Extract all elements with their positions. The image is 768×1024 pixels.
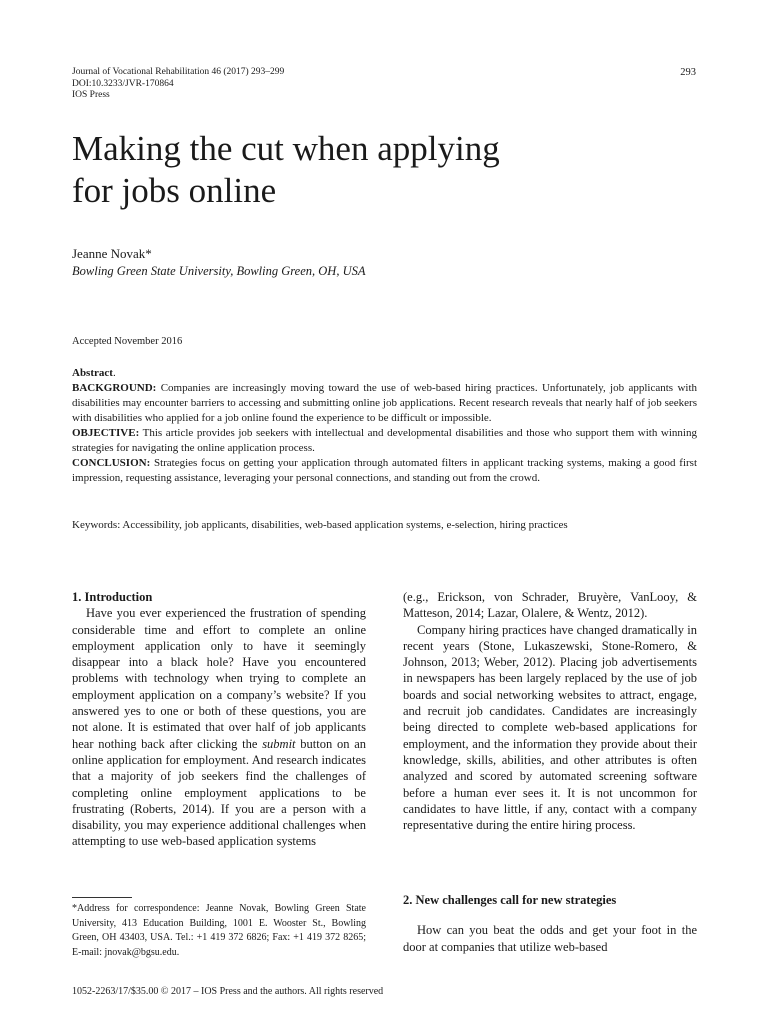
journal-citation: Journal of Vocational Rehabilitation 46 (2017) 293–299 (72, 67, 285, 77)
section-2 (403, 892, 697, 955)
objective-text: This article provides job seekers with intellectual and developmental disabilities and those who support them with winning strategies for navigating the online application process. (72, 427, 697, 454)
section-2-heading: 2. New challenges call for new strategies (403, 893, 617, 907)
intro-paragraph-1-continued: (e.g., Erickson, von Schrader, Bruyère, VanLooy, & Matteson, 2014; Lazar, Olalere, & Wentz, 2012). (403, 590, 697, 621)
author-name: Jeanne Novak* (72, 246, 152, 261)
journal-header (72, 67, 284, 102)
abstract (72, 366, 697, 486)
page-number: 293 (680, 67, 696, 78)
copyright-footer: 1052-2263/17/$35.00 © 2017 – IOS Press and the authors. All rights reserved (72, 986, 384, 997)
abstract-conclusion (72, 456, 697, 486)
title-line-2: for jobs online (72, 171, 277, 210)
left-column (72, 589, 366, 850)
doi: DOI:10.3233/JVR-170864 (72, 78, 174, 89)
author-affiliation: Bowling Green State University, Bowling Green, OH, USA (72, 264, 366, 278)
abstract-heading-line (72, 366, 697, 381)
abstract-background (72, 381, 697, 426)
intro-paragraph-1 (72, 605, 366, 849)
intro-p1-part-b: button on an online application for employment. And research indicates that a majority of job seekers find the challenges of completing online employment applications to be frustrating (Roberts, 2014). If you are a person with a disability, you may experience additional challenges when attempting to use web-based application systems (72, 736, 366, 849)
background-text: Companies are increasingly moving toward the use of web-based hiring practices. Unfortunately, job applicants with disabilities may encounter barriers to accessing and submitting online job applications. Recent research reveals that nearly half of job seekers with disabilities who applied for a job online found the experience to be difficult or impossible. (72, 382, 697, 424)
accepted-date: Accepted November 2016 (72, 336, 183, 347)
abstract-heading: Abstract (72, 367, 113, 379)
section-1-heading: 1. Introduction (72, 590, 153, 604)
title-line-1: Making the cut when applying (72, 129, 500, 168)
article-title (72, 128, 592, 212)
keywords: Keywords: Accessibility, job applicants, disabilities, web-based application systems, e-selection, hiring practices (72, 519, 568, 531)
abstract-heading-punct: . (112, 367, 116, 379)
abstract-objective (72, 426, 697, 456)
submit-emphasis: submit (262, 736, 296, 751)
conclusion-text: Strategies focus on getting your application through automated filters in applicant tracking systems, making a good first impression, requesting assistance, leveraging your personal connections, and standing out from the crowd. (72, 457, 697, 484)
background-label: BACKGROUND: (72, 382, 157, 394)
intro-p1-part-a: Have you ever experienced the frustration of spending considerable time and effort to complete an online employment application only to have it seemingly disappear into a black hole? Have you encountered problems with technology when trying to complete an employment application on a company’s website? If you answered yes to one or both of these questions, you are not alone. It is estimated that over half of job applicants hear nothing back after clicking the (72, 606, 366, 751)
right-column (403, 589, 697, 833)
intro-paragraph-2: Company hiring practices have changed dramatically in recent years (Stone, Lukaszewski, Stone-Romero, & Johnson, 2013; Weber, 2012). Placing job advertisements in newspapers has been largely replaced by the use of job boards and social networking websites to attract, engage, and recruit job candidates. Candidates are increasingly being directed to complete web-based applications for employment, and the information they provide about their knowledge, skills, abilities, and other attributes is often analyzed and scored by automated screening software before a human ever sees it. It is not uncommon for candidates to have little, if any, contact with a company representative during the entire hiring process. (403, 622, 697, 833)
correspondence-footnote: *Address for correspondence: Jeanne Novak, Bowling Green State University, 413 Education Building, 1001 E. Wooster St., Bowling Green, OH 43403, USA. Tel.: +1 419 372 6826; Fax: +1 419 372 8265; E-mail: jnovak@bgsu.edu. (72, 903, 366, 958)
publisher: IOS Press (72, 90, 110, 100)
objective-label: OBJECTIVE: (72, 427, 140, 439)
conclusion-label: CONCLUSION: (72, 457, 151, 469)
section-2-paragraph-1: How can you beat the odds and get your foot in the door at companies that utilize web-based (403, 923, 697, 954)
footnote-divider (72, 897, 132, 898)
